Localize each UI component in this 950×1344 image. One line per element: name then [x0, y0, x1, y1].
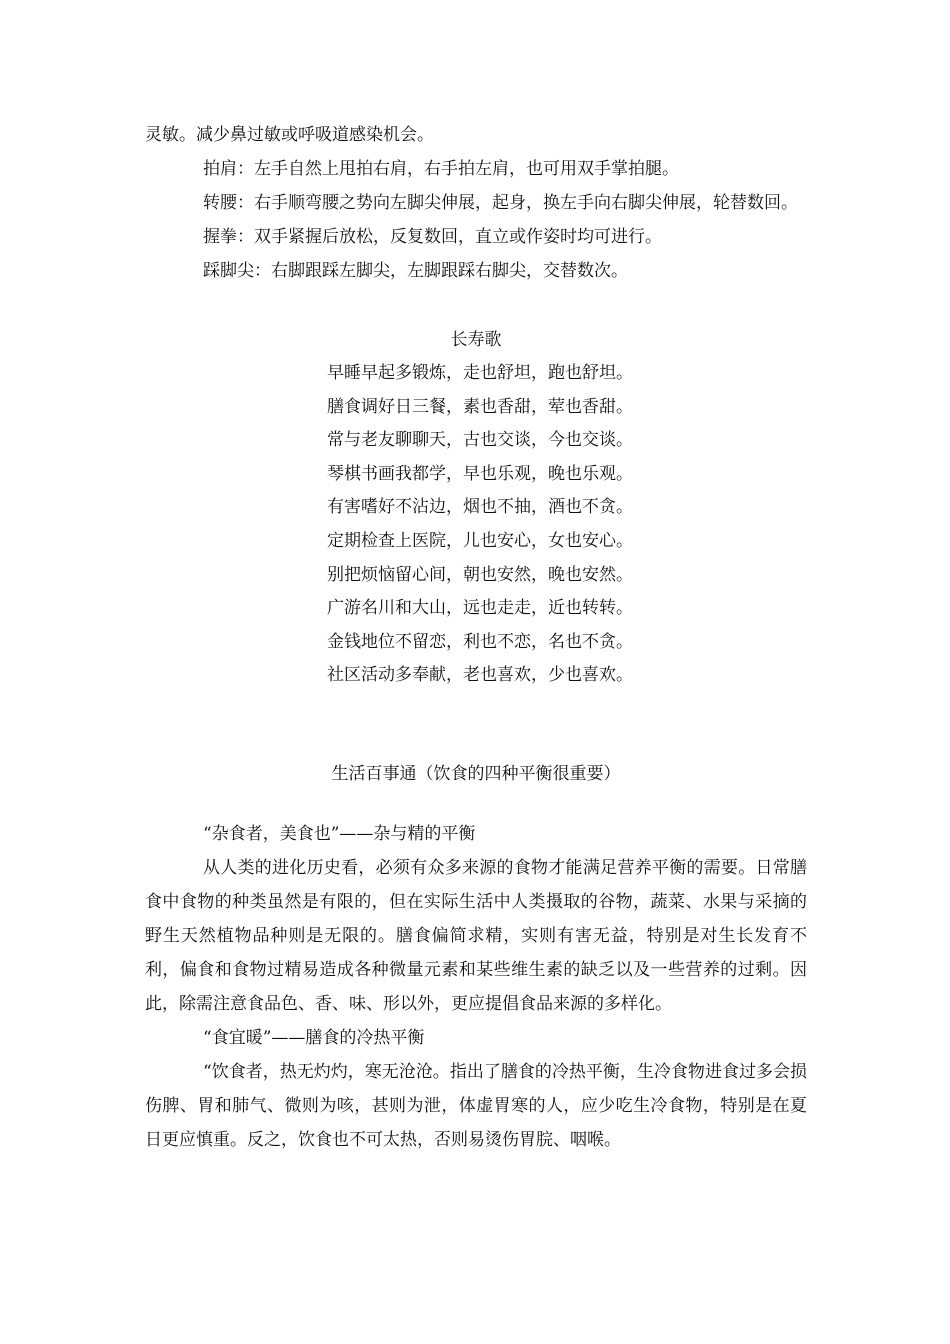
intro-paragraph-pat-shoulder: 拍肩：左手自然上甩拍右肩，右手拍左肩，也可用双手掌拍腿。 [203, 159, 679, 179]
intro-continuation: 灵敏。减少鼻过敏或呼吸道感染机会。 [145, 125, 434, 145]
poem-body [145, 357, 807, 693]
poem-line: 金钱地位不留恋，利也不恋，名也不贪。 [327, 631, 633, 652]
article-title: 生活百事通（饮食的四种平衡很重要） [331, 763, 621, 784]
poem-line: 有害嗜好不沾边，烟也不抽，酒也不贪。 [327, 497, 633, 518]
poem-line: 定期检查上医院，儿也安心，女也安心。 [327, 530, 633, 551]
poem-line: 常与老友聊聊天，古也交谈，今也交谈。 [327, 430, 633, 451]
intro-paragraph-toe: 踩脚尖：右脚跟踩左脚尖，左脚跟踩右脚尖，交替数次。 [203, 261, 628, 281]
poem-line: 膳食调好日三餐，素也香甜，荤也香甜。 [327, 396, 633, 417]
section-heading: “杂食者，美食也”——杂与精的平衡 [203, 823, 476, 844]
document-page [145, 118, 807, 1157]
section-body: 从人类的进化历史看，必须有众多来源的食物才能满足营养平衡的需要。日常膳食中食物的种类虽然是有限的，但在实际生活中人类摄取的谷物，蔬菜、水果与采摘的野生天然植物品种则是无限的。膳食偏简求精，实则有害无益，特别是对生长发育不利，偏食和食物过精易造成各种微量元素和某些维生素的缺乏以及一些营养的过剩。因此，除需注意食品色、香、味、形以外，更应提倡食品来源的多样化。 [145, 857, 807, 1014]
intro-paragraph-fist: 握拳：双手紧握后放松，反复数回，直立或作姿时均可进行。 [203, 227, 662, 247]
poem-line: 早睡早起多锻炼，走也舒坦，跑也舒坦。 [327, 363, 633, 383]
poem-line: 别把烦恼留心间，朝也安然，晚也安然。 [327, 564, 633, 585]
poem-line: 广游名川和大山，远也走走，近也转转。 [327, 598, 633, 619]
intro-paragraph-turn-waist: 转腰：右手顺弯腰之势向左脚尖伸展，起身，换左手向右脚尖伸展，轮替数回。 [203, 193, 798, 213]
poem-line: 社区活动多奉献，老也喜欢，少也喜欢。 [327, 665, 633, 686]
section-body: “饮食者，热无灼灼，寒无沧沧。指出了膳食的冷热平衡，生冷食物进食过多会损伤脾、胃和肺气、微则为咳，甚则为泄，体虚胃寒的人，应少吃生冷食物，特别是在夏日更应慎重。反之，饮食也不可太热，否则易烫伤胃脘、咽喉。 [145, 1061, 807, 1150]
section-heading: “食宜暖”——膳食的冷热平衡 [203, 1027, 425, 1048]
poem-title: 长寿歌 [450, 330, 502, 350]
poem-line: 琴棋书画我都学，早也乐观，晚也乐观。 [327, 463, 633, 484]
